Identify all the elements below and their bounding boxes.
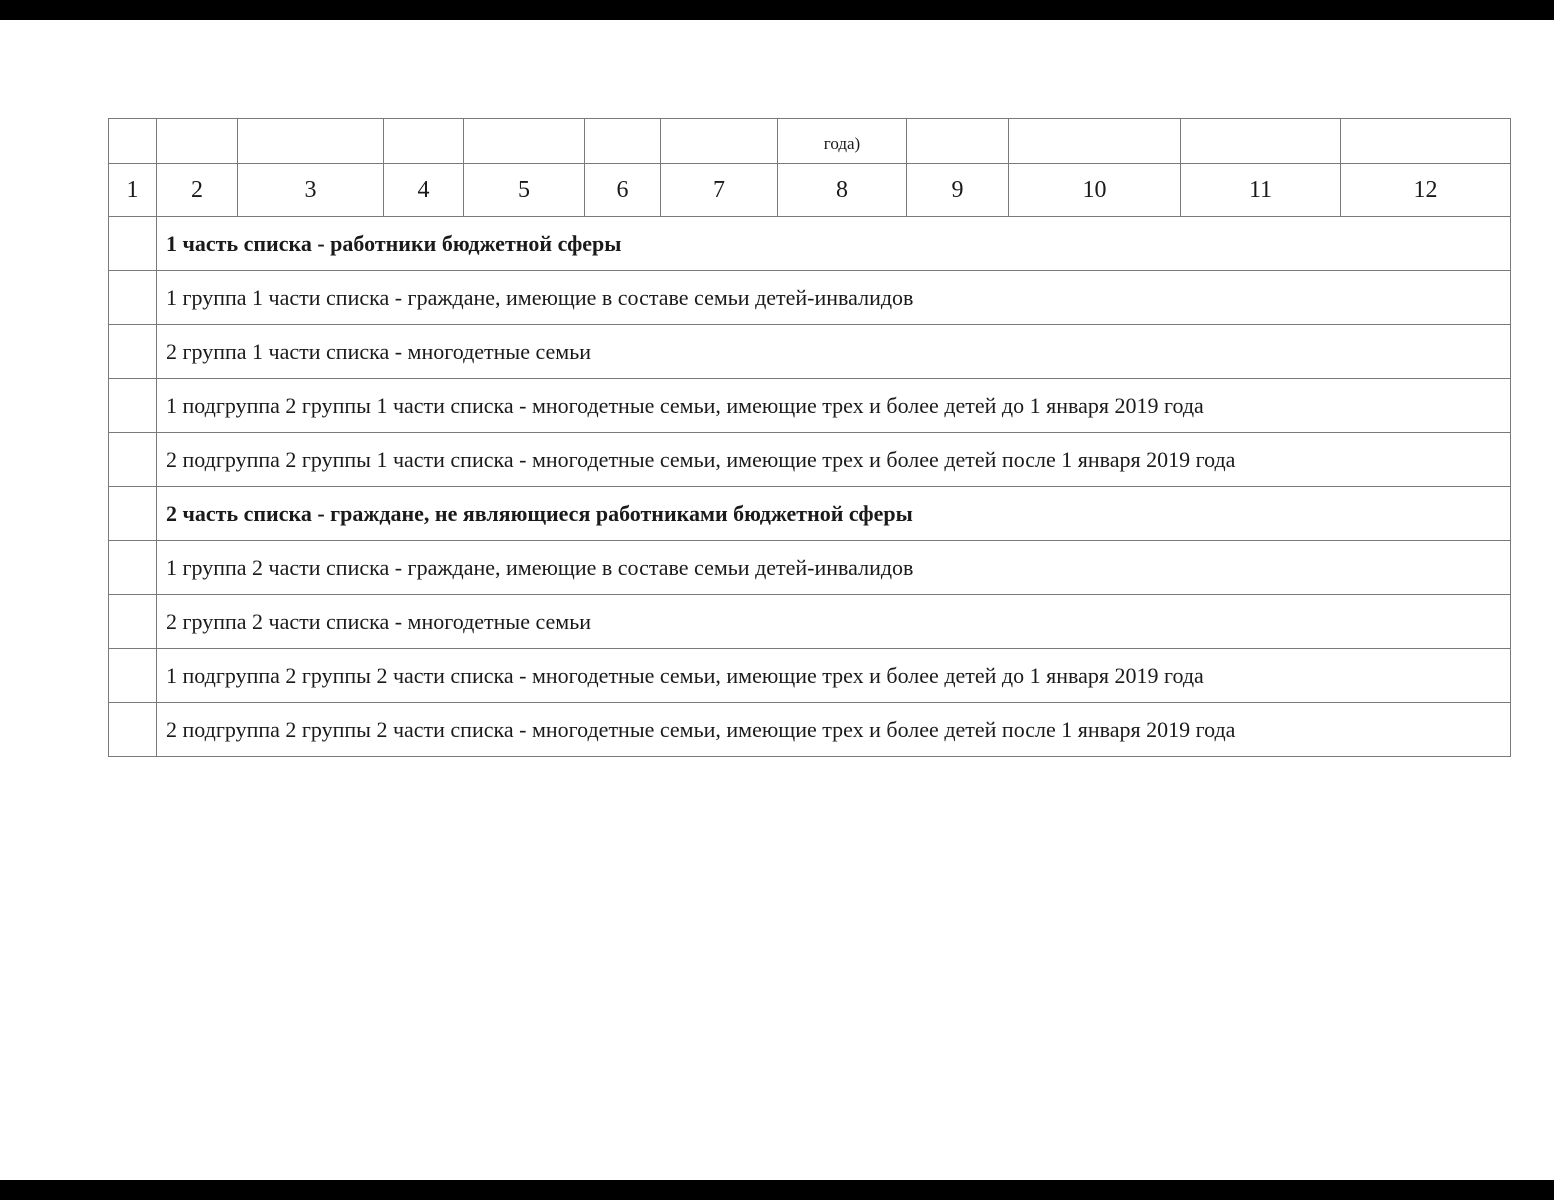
list-group-title: 2 группа 1 части списка - многодетные семьи	[157, 325, 1511, 379]
row-index-cell	[109, 703, 157, 757]
header-cell	[1181, 119, 1341, 164]
row-index-cell	[109, 649, 157, 703]
list-group-title: 2 группа 2 части списка - многодетные семьи	[157, 595, 1511, 649]
row-index-cell	[109, 595, 157, 649]
header-cell	[384, 119, 464, 164]
column-number: 12	[1341, 164, 1511, 217]
list-table	[108, 118, 1511, 757]
column-number: 6	[585, 164, 661, 217]
list-group-row	[109, 271, 1511, 325]
scan-border-bottom	[0, 1180, 1554, 1200]
list-subgroup-row	[109, 649, 1511, 703]
list-subgroup-title: 2 подгруппа 2 группы 2 части списка - многодетные семьи, имеющие трех и более детей после 1 января 2019 года	[157, 703, 1511, 757]
header-cell	[1341, 119, 1511, 164]
header-cell	[1009, 119, 1181, 164]
header-cell: года)	[778, 119, 907, 164]
row-index-cell	[109, 379, 157, 433]
list-group-row	[109, 541, 1511, 595]
column-number: 5	[464, 164, 585, 217]
list-subgroup-row	[109, 379, 1511, 433]
column-number: 2	[157, 164, 238, 217]
list-group-title: 1 группа 2 части списка - граждане, имеющие в составе семьи детей-инвалидов	[157, 541, 1511, 595]
header-continuation-row	[109, 119, 1511, 164]
scan-border-top	[0, 0, 1554, 20]
row-index-cell	[109, 487, 157, 541]
column-number: 8	[778, 164, 907, 217]
list-subgroup-row	[109, 703, 1511, 757]
row-index-cell	[109, 541, 157, 595]
list-group-title: 1 группа 1 части списка - граждане, имеющие в составе семьи детей-инвалидов	[157, 271, 1511, 325]
list-subgroup-title: 1 подгруппа 2 группы 1 части списка - многодетные семьи, имеющие трех и более детей до 1 января 2019 года	[157, 379, 1511, 433]
column-number: 9	[907, 164, 1009, 217]
list-part-title: 1 часть списка - работники бюджетной сферы	[157, 217, 1511, 271]
list-part-row	[109, 487, 1511, 541]
row-index-cell	[109, 271, 157, 325]
list-subgroup-title: 1 подгруппа 2 группы 2 части списка - многодетные семьи, имеющие трех и более детей до 1 января 2019 года	[157, 649, 1511, 703]
row-index-cell	[109, 217, 157, 271]
header-cell	[109, 119, 157, 164]
column-number: 11	[1181, 164, 1341, 217]
header-cell	[464, 119, 585, 164]
header-cell	[661, 119, 778, 164]
row-index-cell	[109, 325, 157, 379]
list-subgroup-row	[109, 433, 1511, 487]
list-group-row	[109, 595, 1511, 649]
column-number: 3	[238, 164, 384, 217]
column-number-row	[109, 164, 1511, 217]
list-part-row	[109, 217, 1511, 271]
header-cell	[238, 119, 384, 164]
column-number: 10	[1009, 164, 1181, 217]
column-number: 1	[109, 164, 157, 217]
header-cell	[907, 119, 1009, 164]
column-number: 4	[384, 164, 464, 217]
header-cell	[157, 119, 238, 164]
list-subgroup-title: 2 подгруппа 2 группы 1 части списка - многодетные семьи, имеющие трех и более детей после 1 января 2019 года	[157, 433, 1511, 487]
column-number: 7	[661, 164, 778, 217]
row-index-cell	[109, 433, 157, 487]
list-group-row	[109, 325, 1511, 379]
header-cell	[585, 119, 661, 164]
list-part-title: 2 часть списка - граждане, не являющиеся работниками бюджетной сферы	[157, 487, 1511, 541]
